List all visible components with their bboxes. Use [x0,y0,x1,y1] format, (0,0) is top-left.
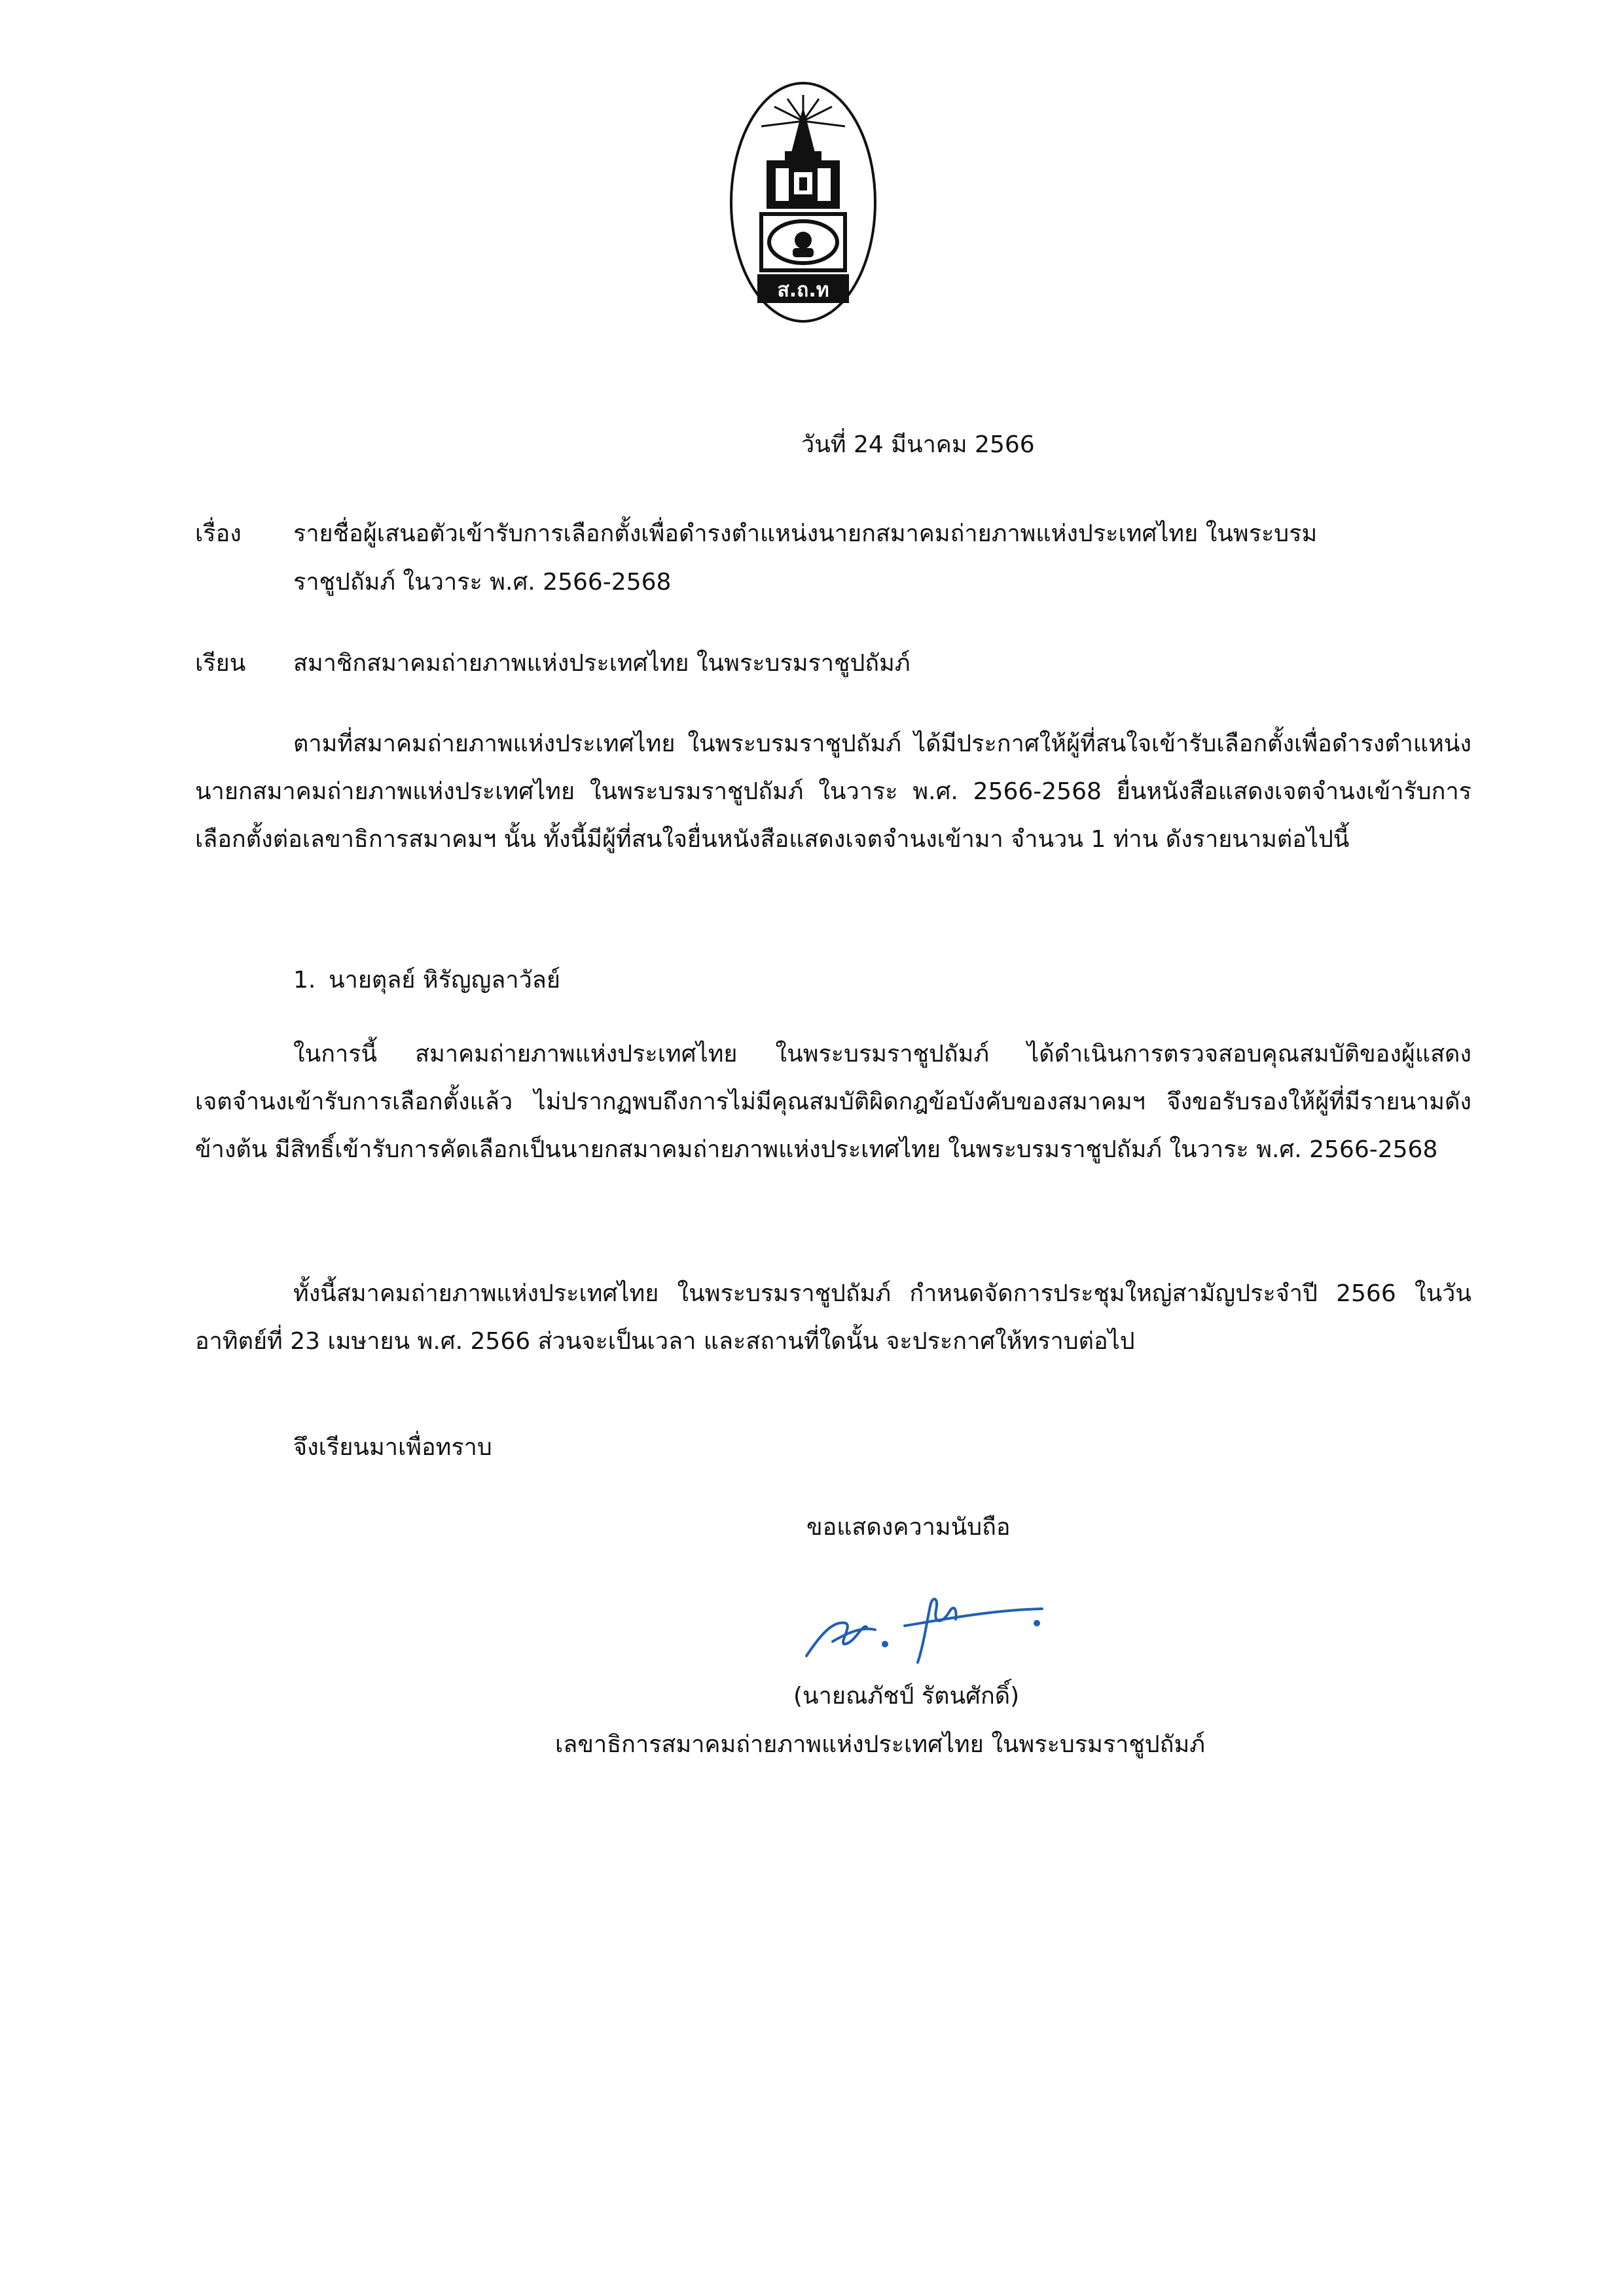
candidate-number: 1. [293,967,316,994]
recipient-label: เรียน [195,650,246,677]
candidate-name: นายตุลย์ หิรัญญลาวัลย์ [329,967,560,994]
paragraph-meeting: ทั้งนี้สมาคมถ่ายภาพแห่งประเทศไทย ในพระบรมราชูปถัมภ์ กำหนดจัดการประชุมใหญ่สามัญประจำปี 2566 ในวันอาทิตย์ที่ 23 เมษายน พ.ศ. 2566 ส่วนจะเป็นเวลา และสถานที่ใดนั้น จะประกาศให้ทราบต่อไป [195,1280,1471,1355]
subject-label: เรื่อง [195,520,242,547]
subject-line-2: ราชูปถัมภ์ ในวาระ พ.ศ. 2566-2568 [293,569,672,596]
closing-line: จึงเรียนมาเพื่อทราบ [293,1434,492,1461]
letter-date: วันที่ 24 มีนาคม 2566 [801,431,1035,458]
seal-label: ส.ถ.ท [777,279,829,302]
signatory-position: เลขาธิการสมาคมถ่ายภาพแห่งประเทศไทย ในพระบรมราชูปถัมภ์ [555,1731,1205,1758]
subject-line-1: รายชื่อผู้เสนอตัวเข้ารับการเลือกตั้งเพื่อดำรงตำแหน่งนายกสมาคมถ่ายภาพแห่งประเทศไทย ในพระบรม [293,520,1318,547]
association-seal-icon [729,81,878,325]
paragraph-verification: ในการนี้ สมาคมถ่ายภาพแห่งประเทศไทย ในพระบรมราชูปถัมภ์ ได้ดำเนินการตรวจสอบคุณสมบัติของผู้แสดงเจตจำนงเข้ารับการเลือกตั้งแล้ว ไม่ปรากฏพบถึงการไม่มีคุณสมบัติผิดกฎข้อบังคับของสมาคมฯ จึงขอรับรองให้ผู้ที่มีรายนามดังข้างต้น มีสิทธิ์เข้ารับการคัดเลือกเป็นนายกสมาคมถ่ายภาพแห่งประเทศไทย ในพระบรมราชูปถัมภ์ ในวาระ พ.ศ. 2566-2568 [195,1041,1471,1163]
paragraph-announcement: ตามที่สมาคมถ่ายภาพแห่งประเทศไทย ในพระบรมราชูปถัมภ์ ได้มีประกาศให้ผู้ที่สนใจเข้ารับเลือกตั้งเพื่อดำรงตำแหน่งนายกสมาคมถ่ายภาพแห่งประเทศไทย ในพระบรมราชูปถัมภ์ ในวาระ พ.ศ. 2566-2568 ยื่นหนังสือแสดงเจตจำนงเข้ารับการเลือกตั้งต่อเลขาธิการสมาคมฯ นั้น ทั้งนี้มีผู้ที่สนใจยื่นหนังสือแสดงเจตจำนงเข้ามา จำนวน 1 ท่าน ดังรายนามต่อไปนี้ [195,730,1471,853]
signatory-name: (นายณภัชป์ รัตนศักดิ์) [793,1683,1020,1710]
handwritten-signature [793,1584,1055,1669]
salutation: ขอแสดงความนับถือ [806,1514,1011,1541]
recipient-text: สมาชิกสมาคมถ่ายภาพแห่งประเทศไทย ในพระบรมราชูปถัมภ์ [293,650,911,677]
